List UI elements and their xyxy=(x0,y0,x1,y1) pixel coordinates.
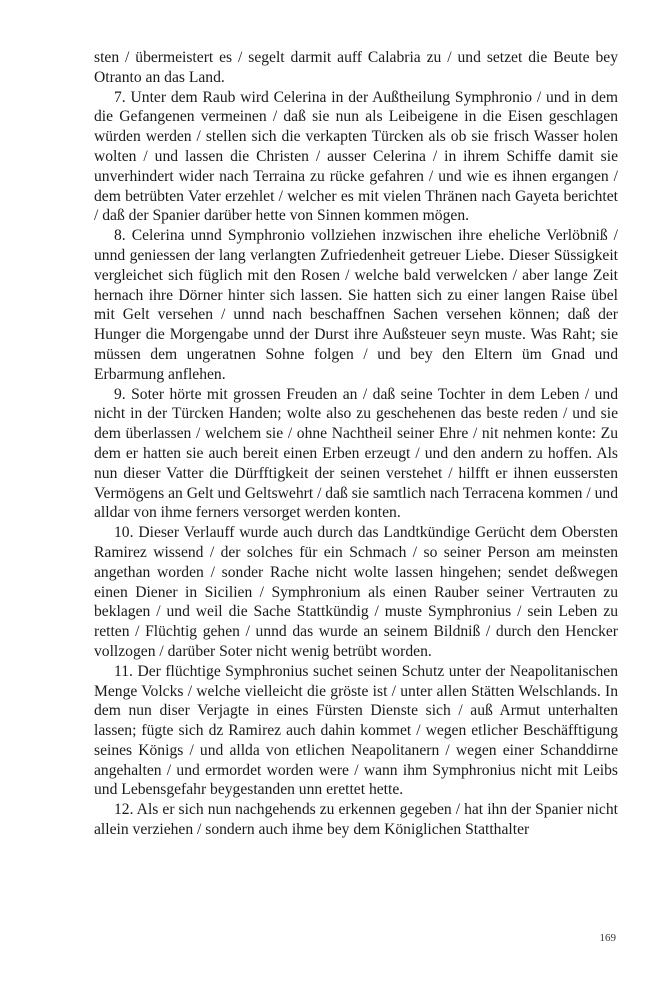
page-number: 169 xyxy=(599,932,616,944)
paragraph-7: 7. Unter dem Raub wird Celerina in der Außtheilung Symphronio / und in dem die Gefangenen vermeinen / daß sie nun als Leibeigene in die Eisen geschlagen würden werden / stellen sich die verkapten Türcken als ob sie frisch Wasser holen wolten / und lassen die Christen / ausser Celerina / in ihrem Schiffe damit sie unverhindert wider nach Terraina zu rücke gefahren / und wie es ihnen ergangen / dem betrübten Vater erzehlet / welcher es mit vielen Thränen nach Gayeta berichtet / daß der Spanier darüber hette von Sinnen kommen mögen. xyxy=(94,88,618,225)
paragraph-12: 12. Als er sich nun nachgehends zu erkennen gegeben / hat ihn der Spanier nicht allein verziehen / sondern auch ihme bey dem Königlichen Statthalter xyxy=(94,801,618,839)
paragraph-continuation: sten / übermeistert es / segelt darmit auff Calabria zu / und setzet die Beute bey Otranto an das Land. xyxy=(94,49,618,86)
paragraph-10: 10. Dieser Verlauff wurde auch durch das Landtkündige Gerücht dem Obersten Ramirez wissend / der solches für ein Schmach / so seiner Person am meinsten angethan worden / sonder Rache nicht wolte lassen hingehen; sendet deßwegen einen Diener in Sicilien / Symphronium als einen Rauber seiner Vertrauten zu beklagen / und weil die Sache Stattkündig / muste Symphronius / sein Leben zu retten / Flüchtig gehen / unnd das wurde an seinem Bildniß / durch den Hencker vollzogen / darüber Soter nicht wenig betrübt worden. xyxy=(94,524,618,660)
paragraph-9: 9. Soter hörte mit grossen Freuden an / daß seine Tochter in dem Leben / und nicht in der Türcken Handen; wolte also zu geschehenen das beste reden / und sie dem überlassen / welchem sie / ohne Nachtheil seiner Ehre / nit nehmen konte: Zu dem er hatten sie auch bereit einen Erben erzeugt / und den andern zu hoffen. Als nun dieser Vatter die Dürfftigkeit der seinen verstehet / hilfft er ihnen eussersten Vermögens an Gelt und Geltswehrt / daß sie samtlich nach Terracena kommen / und alldar von ihme ferners versorget werden konten. xyxy=(94,385,618,522)
paragraph-8: 8. Celerina unnd Symphronio vollziehen inzwischen ihre eheliche Verlöbniß / unnd geniessen der lang verlangten Zufriedenheit getreuer Liebe. Dieser Süssigkeit vergleichet sich füglich mit den Rosen / welche bald verwelcken / aber lange Zeit hernach ihre Dörner hinter sich lassen. Sie hatten sich zu einer langen Raise übel mit Gelt versehen / unnd nach beschaffnen Sachen versehen können; daß der Hunger die Morgengabe unnd der Durst ihre Außsteuer seyn muste. Was Raht; sie müssen dem ungeratnen Sohne folgen / und bey den Eltern üm Gnad und Erbarmung anflehen. xyxy=(94,227,618,383)
paragraph-11: 11. Der flüchtige Symphronius suchet seinen Schutz unter der Neapolitanischen Menge Volcks / welche vielleicht die gröste ist / unter allen Stätten Welschlands. In dem nun diser Verjagte in eines Fürsten Dienste sich / auß Armut unterhalten lassen; fügte sich dz Ramirez auch dahin kommet / wegen etlicher Beschäfftigung seines Königs / und allda von etlichen Neapolitanern / wegen einer Schanddirne angehalten / und ermordet worden were / wann ihm Symphronius nicht mit Leibs und Lebensgefahr beygestanden unn erettet hette. xyxy=(94,662,618,799)
body-text xyxy=(94,48,618,840)
